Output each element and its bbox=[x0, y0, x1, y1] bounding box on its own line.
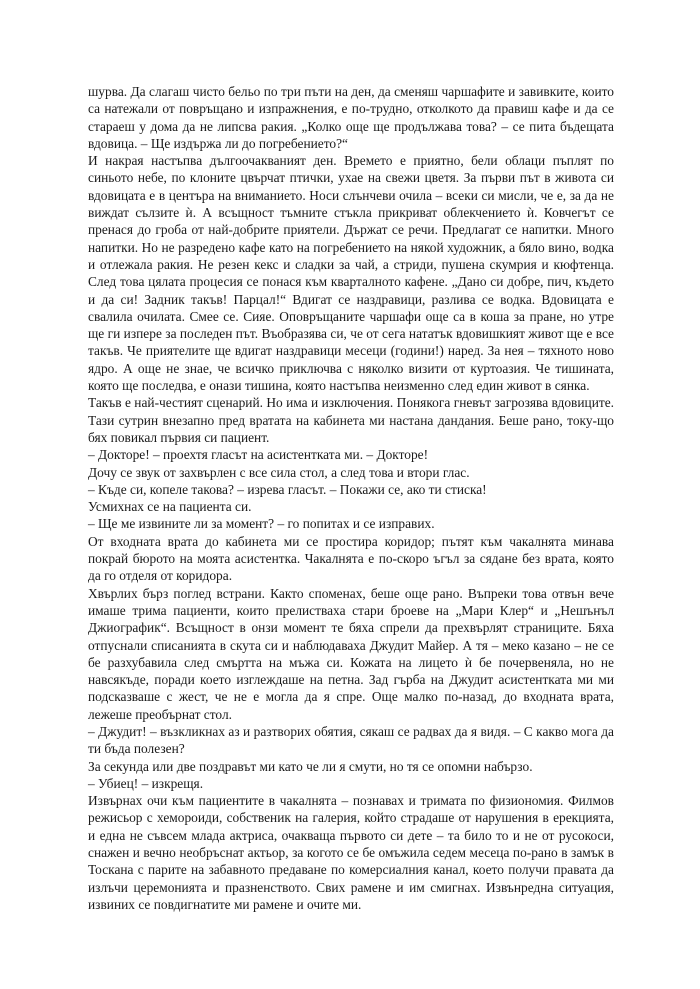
paragraph: – Убиец! – изкрещя. bbox=[88, 775, 204, 791]
paragraph: – Ще ме извините ли за момент? – го попитах и се изправих. bbox=[88, 516, 435, 532]
paragraph: Дочу се звук от захвърлен с все сила стол, а след това и втори глас. bbox=[88, 464, 470, 480]
paragraph: И накрая настъпва дългоочакваният ден. Времето е приятно, бели облаци пъплят по синьото небе, по клоните цвърчат птички, ухае на свежи цветя. За първи път в живота си вдовицата е в центъра на вниманието. Носи слънчеви очила – всеки си мисли, че е, за да не виждат сълзите ѝ. А всъщност тъмните стъкла прикриват облекчението ѝ. Ковчегът се пренася до гроба от най-добрите приятели. Държат се речи. Предлагат се напитки. Много напитки. Но не разредено кафе като на погребението на някой художник, а бяло вино, водка и отлежала ракия. Не резен кекс и сладки за чай, а стриди, пушена скумрия и кюфтенца. След това цялата процесия се понася към кварталното кафене. „Дано си добре, пич, където и да си! Задник такъв! Парцал!“ Вдигат се наздравици, разлива се водка. Вдовицата е свалила очилата. Смее се. Сияе. Оповръщаните чаршафи още са в коша за пране, но утре ще ги изпере за последен път. Въобразява си, че от сега нататък вдовишкият живот ще е все такъв. Че приятелите ще вдигат наздравици месеци (години!) наред. За нея – тяхното ново ядро. А още не знае, че всичко приключва с няколко визити от куртоазия. Че тишината, която ще последва, е онази тишина, която настъпва неизменно след един живот в сянка. bbox=[88, 153, 614, 394]
paragraph: – Къде си, копеле такова? – изрева гласът. – Покажи се, ако ти стиска! bbox=[88, 481, 487, 497]
paragraph: – Докторе! – проехтя гласът на асистентката ми. – Докторе! bbox=[88, 447, 429, 463]
paragraph: Такъв е най-честият сценарий. Но има и изключения. Понякога гневът загрозява вдовиците. Тази сутрин внезапно пред вратата на кабинета ми настана дандания. Беше рано, току-що бях повикал първия си пациент. bbox=[88, 395, 614, 445]
paragraph: От входната врата до кабинета ми се простира коридор; пътят към чакалнята минава покрай бюрото на моята асистентка. Чакалнята е по-скоро ъгъл за сядане без врата, която да го отделя от коридора. bbox=[88, 533, 614, 584]
paragraph: За секунда или две поздравът ми като че ли я смути, но тя се опомни набързо. bbox=[88, 758, 533, 774]
paragraph: шурва. Да слагаш чисто бельо по три пъти на ден, да сменяш чаршафите и завивките, които са натежали от повръщано и изпражнения, е по-трудно, отколкото да правиш кафе и да се стараеш у дома да не липсва ракия. „Колко още ще продължава това? – се пита бъдещата вдовица. – Ще издържа ли до погребението?“ bbox=[88, 84, 614, 151]
paragraph: Хвърлих бърз поглед встрани. Както споменах, беше още рано. Въпреки това отвън вече имаше трима пациенти, които прелистваха стари броеве на „Мари Клер“ и „Нешънъл Джиографик“. Всъщност в онзи момент те бяха спрели да прехвърлят страниците. Бяха отпуснали списанията в скута си и наблюдаваха Джудит Майер. А тя – меко казано – не се бе разхубавила след смъртта на мъжа си. Кожата на лицето ѝ бе почервеняла, но не навсякъде, поради което изглеждаше на петна. Зад гърба на Джудит асистентката ми ми подсказваше с жест, че не е могла да я спре. Още малко по-назад, до входната врата, лежеше преобърнат стол. bbox=[88, 585, 614, 722]
document-page bbox=[88, 83, 614, 913]
paragraph: Усмихнах се на пациента си. bbox=[88, 499, 252, 515]
paragraph: Извърнах очи към пациентите в чакалнята – познавах и тримата по физиономия. Филмов режисьор с хемороиди, собственик на галерия, който страдаше от нарушения в ерекцията, и една не съвсем млада актриса, очакваща първото си дете – та било то и не от русокоси, снажен и вечно необръснат актьор, за когото се бе омъжила седем месеца по-рано в замък в Тоскана с парите на забавното предаване по комерсиалния канал, което получи правата да излъчи церемонията и празненството. Свих рамене и им смигнах. Извънредна ситуация, извиних се повдигнатите ми рамене и очите ми. bbox=[88, 793, 614, 912]
paragraph: – Джудит! – възкликнах аз и разтворих обятия, сякаш се радвах да я видя. – С какво мога да ти бъда полезен? bbox=[88, 723, 614, 757]
